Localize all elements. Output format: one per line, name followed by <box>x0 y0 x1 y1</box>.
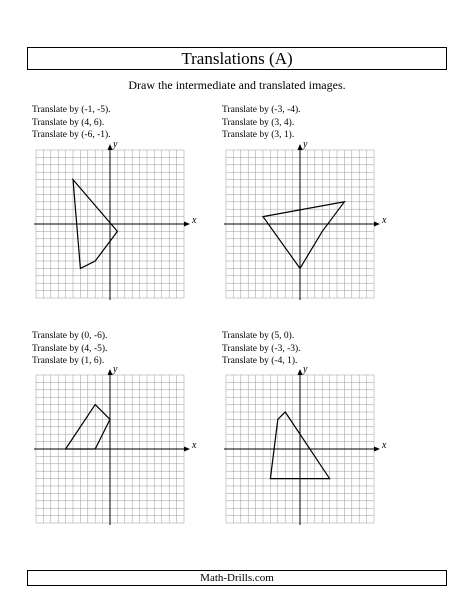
problem-1-step-2: Translate by (4, 6). <box>32 117 105 128</box>
instructions: Draw the intermediate and translated images. <box>128 78 346 92</box>
problem-3-steps <box>32 330 107 368</box>
worksheet-title: Translations (A) <box>27 47 447 70</box>
x-axis-label: x <box>382 440 387 451</box>
x-axis-arrow <box>184 222 190 227</box>
problem-4-step-2: Translate by (-3, -3). <box>222 343 301 354</box>
problem-2-steps <box>222 104 301 142</box>
x-axis-label: x <box>382 215 387 226</box>
problem-2-step-1: Translate by (-3, -4). <box>222 105 301 115</box>
problem-3-step-1: Translate by (0, -6). <box>32 331 108 341</box>
x-axis-label: x <box>192 440 197 451</box>
problem-1-steps <box>32 104 111 142</box>
x-axis-arrow <box>374 222 380 227</box>
y-axis-label: y <box>113 139 118 150</box>
problem-2-step-3: Translate by (3, 1). <box>222 130 295 140</box>
problem-2-grid <box>222 139 392 312</box>
x-axis-arrow <box>374 447 380 452</box>
y-axis-arrow <box>298 144 303 150</box>
problem-2-step-2: Translate by (3, 4). <box>222 117 295 128</box>
x-axis-arrow <box>184 447 190 452</box>
problem-1-step-1: Translate by (-1, -5). <box>32 105 111 115</box>
shape-polygon <box>263 202 344 269</box>
problem-4-steps <box>222 330 301 368</box>
problem-3-grid <box>32 364 202 537</box>
x-axis-label: x <box>192 215 197 226</box>
problem-4-step-3: Translate by (-4, 1). <box>222 356 298 366</box>
problem-3-step-2: Translate by (4, -5). <box>32 343 108 354</box>
y-axis-label: y <box>113 364 118 375</box>
y-axis-arrow <box>108 369 113 375</box>
problem-1-step-3: Translate by (-6, -1). <box>32 130 111 140</box>
y-axis-label: y <box>303 139 308 150</box>
problem-4-step-1: Translate by (5, 0). <box>222 331 295 341</box>
y-axis-label: y <box>303 364 308 375</box>
y-axis-arrow <box>108 144 113 150</box>
problem-3-step-3: Translate by (1, 6). <box>32 356 105 366</box>
problem-1-grid <box>32 139 202 312</box>
y-axis-arrow <box>298 369 303 375</box>
problem-4-grid <box>222 364 392 537</box>
footer: Math-Drills.com <box>27 570 447 586</box>
